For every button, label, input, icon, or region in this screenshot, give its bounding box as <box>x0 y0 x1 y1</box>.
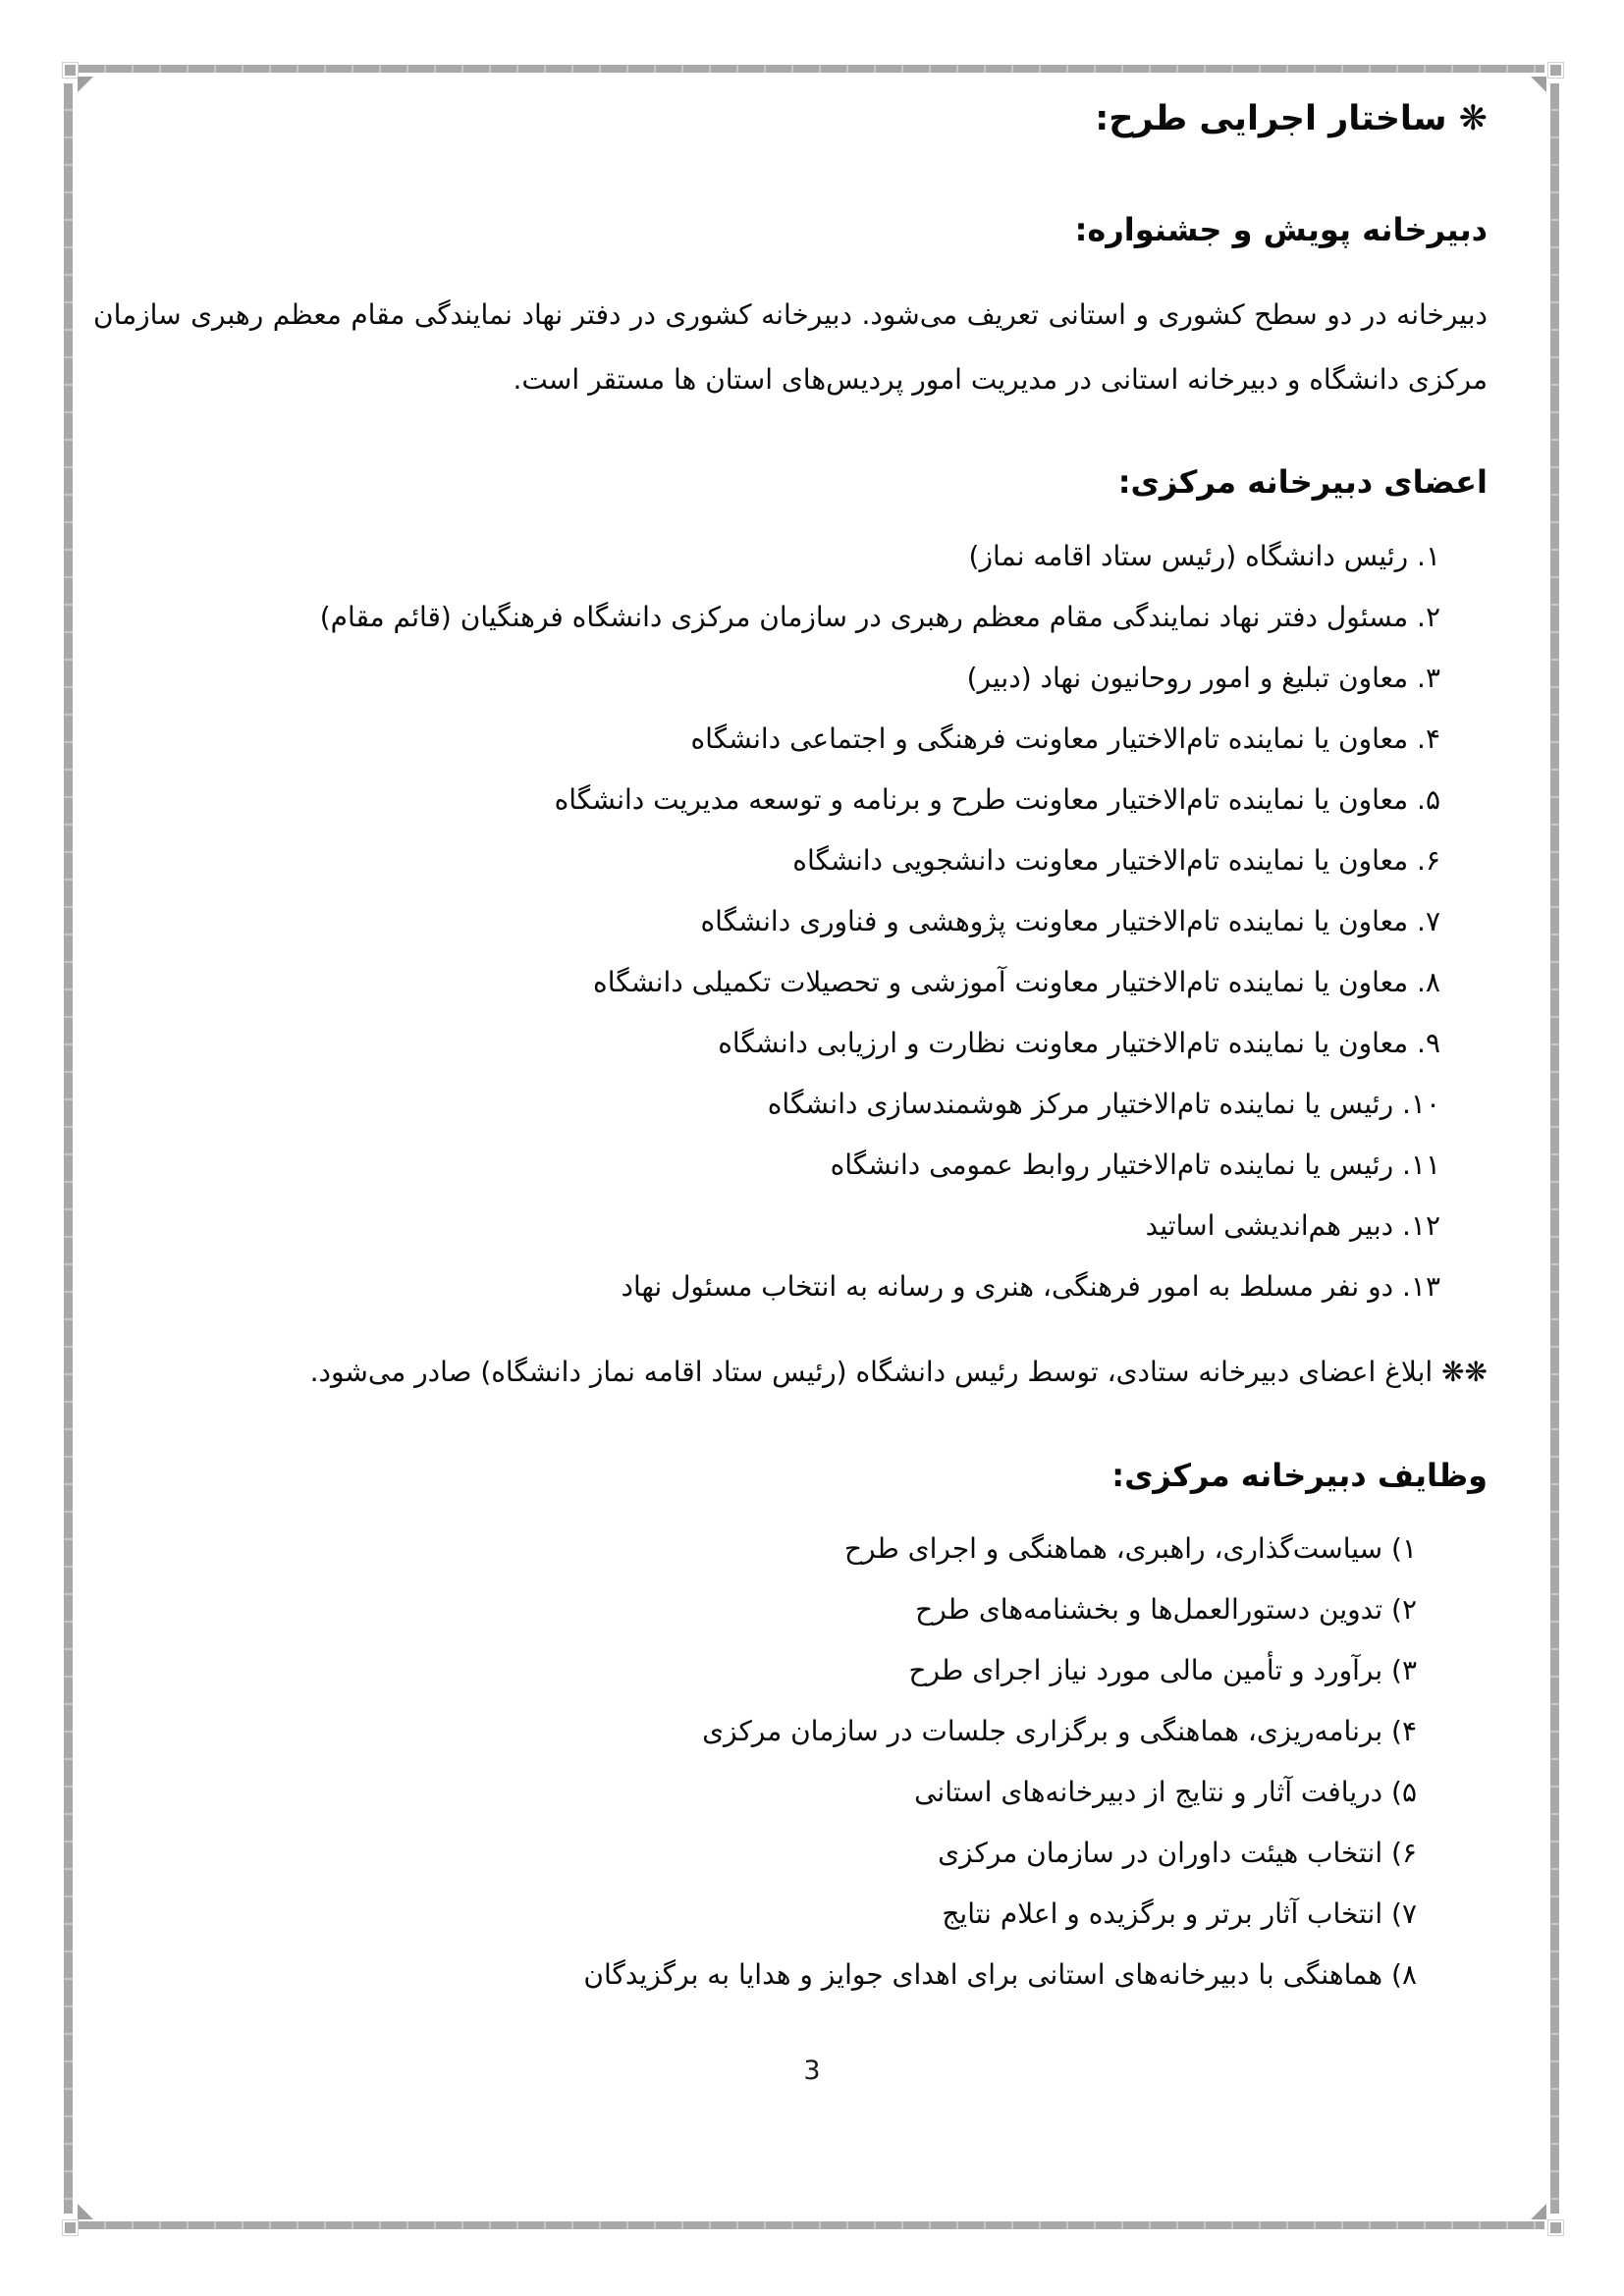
members-note: ❋❋ ابلاغ اعضای دبیرخانه ستادی، توسط رئیس دانشگاه (رئیس ستاد اقامه نماز دانشگاه) صادر می‌شود. <box>309 1355 1488 1388</box>
page-border-left <box>64 83 73 2214</box>
member-item: ۱۲. دبیر هم‌اندیشی اساتید <box>1145 1208 1440 1242</box>
member-item: ۱۰. رئیس یا نماینده تام‌الاختیار مرکز هوشمندسازی دانشگاه <box>767 1087 1440 1120</box>
border-triangle-icon-top-right <box>1531 77 1546 92</box>
member-item: ۵. معاون یا نماینده تام‌الاختیار معاونت طرح و برنامه و توسعه مدیریت دانشگاه <box>554 782 1440 816</box>
member-item: ۷. معاون یا نماینده تام‌الاختیار معاونت پژوهشی و فناوری دانشگاه <box>700 904 1440 937</box>
member-item: ۱. رئیس دانشگاه (رئیس ستاد اقامه نماز) <box>968 539 1440 572</box>
border-corner-square-top-right <box>1548 63 1563 78</box>
main-section-heading: ❋ ساختار اجرایی طرح: <box>1095 99 1488 138</box>
member-item: ۴. معاون یا نماینده تام‌الاختیار معاونت فرهنگی و اجتماعی دانشگاه <box>690 721 1440 755</box>
secretariat-heading: دبیرخانه پویش و جشنواره: <box>1074 211 1488 249</box>
border-corner-square-bottom-left <box>63 2220 78 2235</box>
duty-item: ۱) سیاست‌گذاری، راهبری، هماهنگی و اجرای طرح <box>843 1531 1417 1565</box>
duty-item: ۶) انتخاب هیئت داوران در سازمان مرکزی <box>938 1836 1417 1869</box>
duty-item: ۳) برآورد و تأمین مالی مورد نیاز اجرای طرح <box>908 1653 1417 1686</box>
member-item: ۲. مسئول دفتر نهاد نمایندگی مقام معظم رهبری در سازمان مرکزی دانشگاه فرهنگیان (قائم مقام) <box>319 600 1440 633</box>
duty-item: ۸) هماهنگی با دبیرخانه‌های استانی برای اهدای جوایز و هدایا به برگزیدگان <box>583 1957 1417 1991</box>
duty-item: ۴) برنامه‌ریزی، هماهنگی و برگزاری جلسات در سازمان مرکزی <box>702 1714 1417 1747</box>
page-border-bottom <box>79 2221 1544 2229</box>
border-corner-square-bottom-right <box>1548 2220 1563 2235</box>
member-item: ۳. معاون تبلیغ و امور روحانیون نهاد (دبیر) <box>966 661 1440 694</box>
page-number: 3 <box>803 2056 821 2086</box>
member-item: ۸. معاون یا نماینده تام‌الاختیار معاونت آموزشی و تحصیلات تکمیلی دانشگاه <box>593 965 1440 998</box>
page-border-right <box>1550 83 1559 2214</box>
border-triangle-icon-bottom-right <box>1531 2204 1546 2219</box>
members-list <box>93 526 1488 1317</box>
secretariat-paragraph: دبیرخانه در دو سطح کشوری و استانی تعریف می‌شود. دبیرخانه کشوری در دفتر نهاد نمایندگی مقام معظم رهبری سازمان مرکزی دانشگاه و دبیرخانه استانی در مدیریت امور پردیس‌های استان ها مستقر است. <box>93 298 1488 397</box>
duties-list <box>93 1519 1488 2005</box>
duty-item: ۷) انتخاب آثار برتر و برگزیده و اعلام نتایج <box>942 1896 1417 1930</box>
border-triangle-icon-top-left <box>78 77 93 92</box>
duties-heading: وظایف دبیرخانه مرکزی: <box>1111 1456 1488 1494</box>
border-triangle-icon-bottom-left <box>78 2204 93 2219</box>
duty-item: ۲) تدوین دستورالعمل‌ها و بخشنامه‌های طرح <box>915 1592 1417 1626</box>
members-heading: اعضای دبیرخانه مرکزی: <box>1117 463 1488 502</box>
member-item: ۱۳. دو نفر مسلط به امور فرهنگی، هنری و رسانه به انتخاب مسئول نهاد <box>621 1269 1440 1303</box>
member-item: ۱۱. رئیس یا نماینده تام‌الاختیار روابط عمومی دانشگاه <box>830 1148 1440 1181</box>
border-corner-square-top-left <box>63 63 78 78</box>
member-item: ۹. معاون یا نماینده تام‌الاختیار معاونت نظارت و ارزیابی دانشگاه <box>718 1026 1440 1059</box>
document-content <box>93 0 1488 2005</box>
member-item: ۶. معاون یا نماینده تام‌الاختیار معاونت دانشجویی دانشگاه <box>792 843 1440 877</box>
duty-item: ۵) دریافت آثار و نتایج از دبیرخانه‌های استانی <box>914 1775 1417 1808</box>
